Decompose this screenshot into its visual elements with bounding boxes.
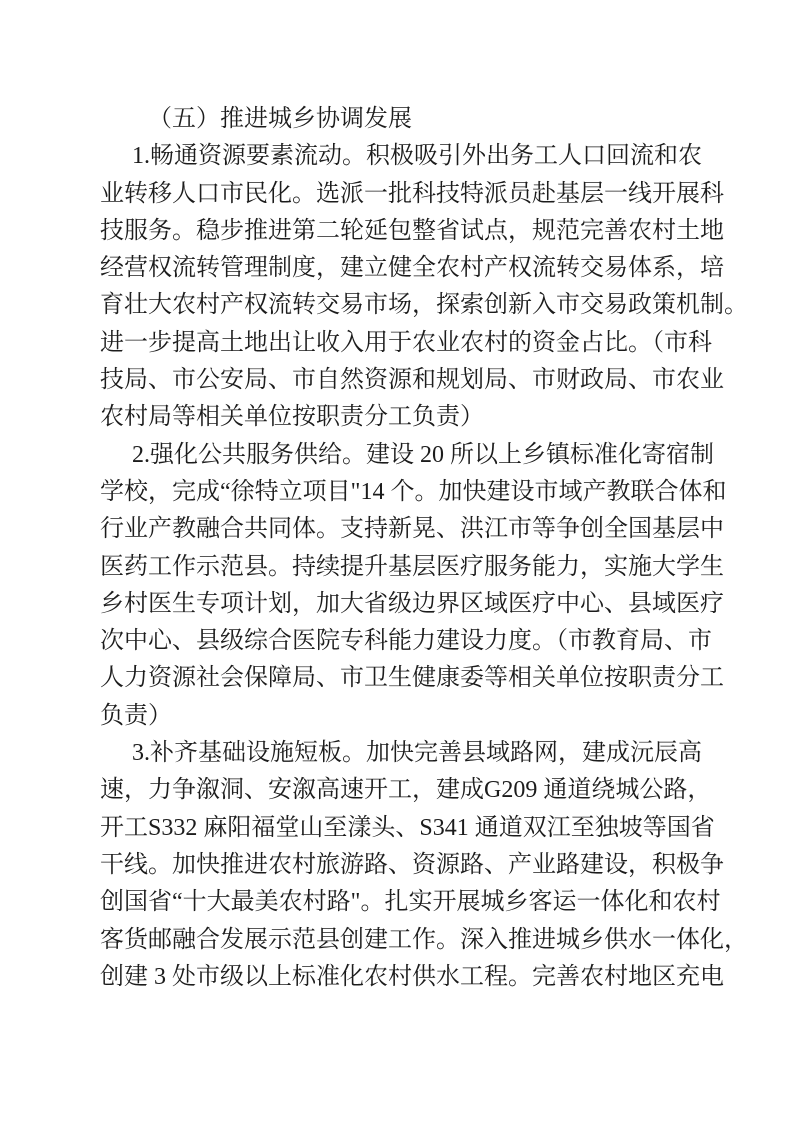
paragraph-1 xyxy=(100,138,748,436)
text-line: 速，力争溆洞、安溆高速开工，建成G209 通道绕城公路， xyxy=(100,777,712,804)
text-line: 乡村医生专项计划，加大省级边界区域医疗中心、县域医疗 xyxy=(100,590,724,617)
text-line: 1.畅通资源要素流动。积极吸引外出务工人口回流和农 xyxy=(132,143,702,170)
text-line: 经营权流转管理制度，建立健全农村产权流转交易体系，培 xyxy=(100,255,724,282)
text-line: 负责） xyxy=(100,702,172,729)
section-heading: （五）推进城乡协调发展 xyxy=(148,106,412,132)
text-line: 干线。加快推进农村旅游路、资源路、产业路建设，积极争 xyxy=(100,851,724,878)
text-line: 进一步提高土地出让收入用于农业农村的资金占比。（市科 xyxy=(100,329,712,356)
text-line: 技局、市公安局、市自然资源和规划局、市财政局、市农业 xyxy=(100,367,724,394)
text-line: 行业产教融合共同体。支持新晃、洪江市等争创全国基层中 xyxy=(100,516,724,543)
text-line: 创国省“十大最美农村路"。扎实开展城乡客运一体化和农村 xyxy=(100,889,721,916)
text-line: 3.补齐基础设施短板。加快完善县域路网，建成沅辰高 xyxy=(132,740,702,767)
text-line: 业转移人口市民化。选派一批科技特派员赴基层一线开展科 xyxy=(100,180,724,207)
text-line: 农村局等相关单位按职责分工负责） xyxy=(100,404,484,431)
text-line: 开工S332 麻阳福堂山至漾头、S341 通道双江至独坡等国省 xyxy=(100,814,715,841)
text-line: 育壮大农村产权流转交易市场，探索创新入市交易政策机制。 xyxy=(100,292,748,319)
document-body xyxy=(100,101,748,996)
text-line: 人力资源社会保障局、市卫生健康委等相关单位按职责分工 xyxy=(100,665,724,692)
paragraph-2 xyxy=(100,437,727,735)
text-line: 医药工作示范县。持续提升基层医疗服务能力，实施大学生 xyxy=(100,553,724,580)
paragraph-3 xyxy=(100,735,748,996)
text-line: 创建 3 处市级以上标准化农村供水工程。完善农村地区充电 xyxy=(100,963,724,990)
text-line: 客货邮融合发展示范县创建工作。深入推进城乡供水一体化， xyxy=(100,926,748,953)
text-line: 2.强化公共服务供给。建设 20 所以上乡镇标准化寄宿制 xyxy=(132,441,714,468)
text-line: 技服务。稳步推进第二轮延包整省试点，规范完善农村土地 xyxy=(100,217,724,244)
text-line: 次中心、县级综合医院专科能力建设力度。（市教育局、市 xyxy=(100,628,712,655)
text-line: 学校，完成“徐特立项目"14 个。加快建设市域产教联合体和 xyxy=(100,478,727,505)
